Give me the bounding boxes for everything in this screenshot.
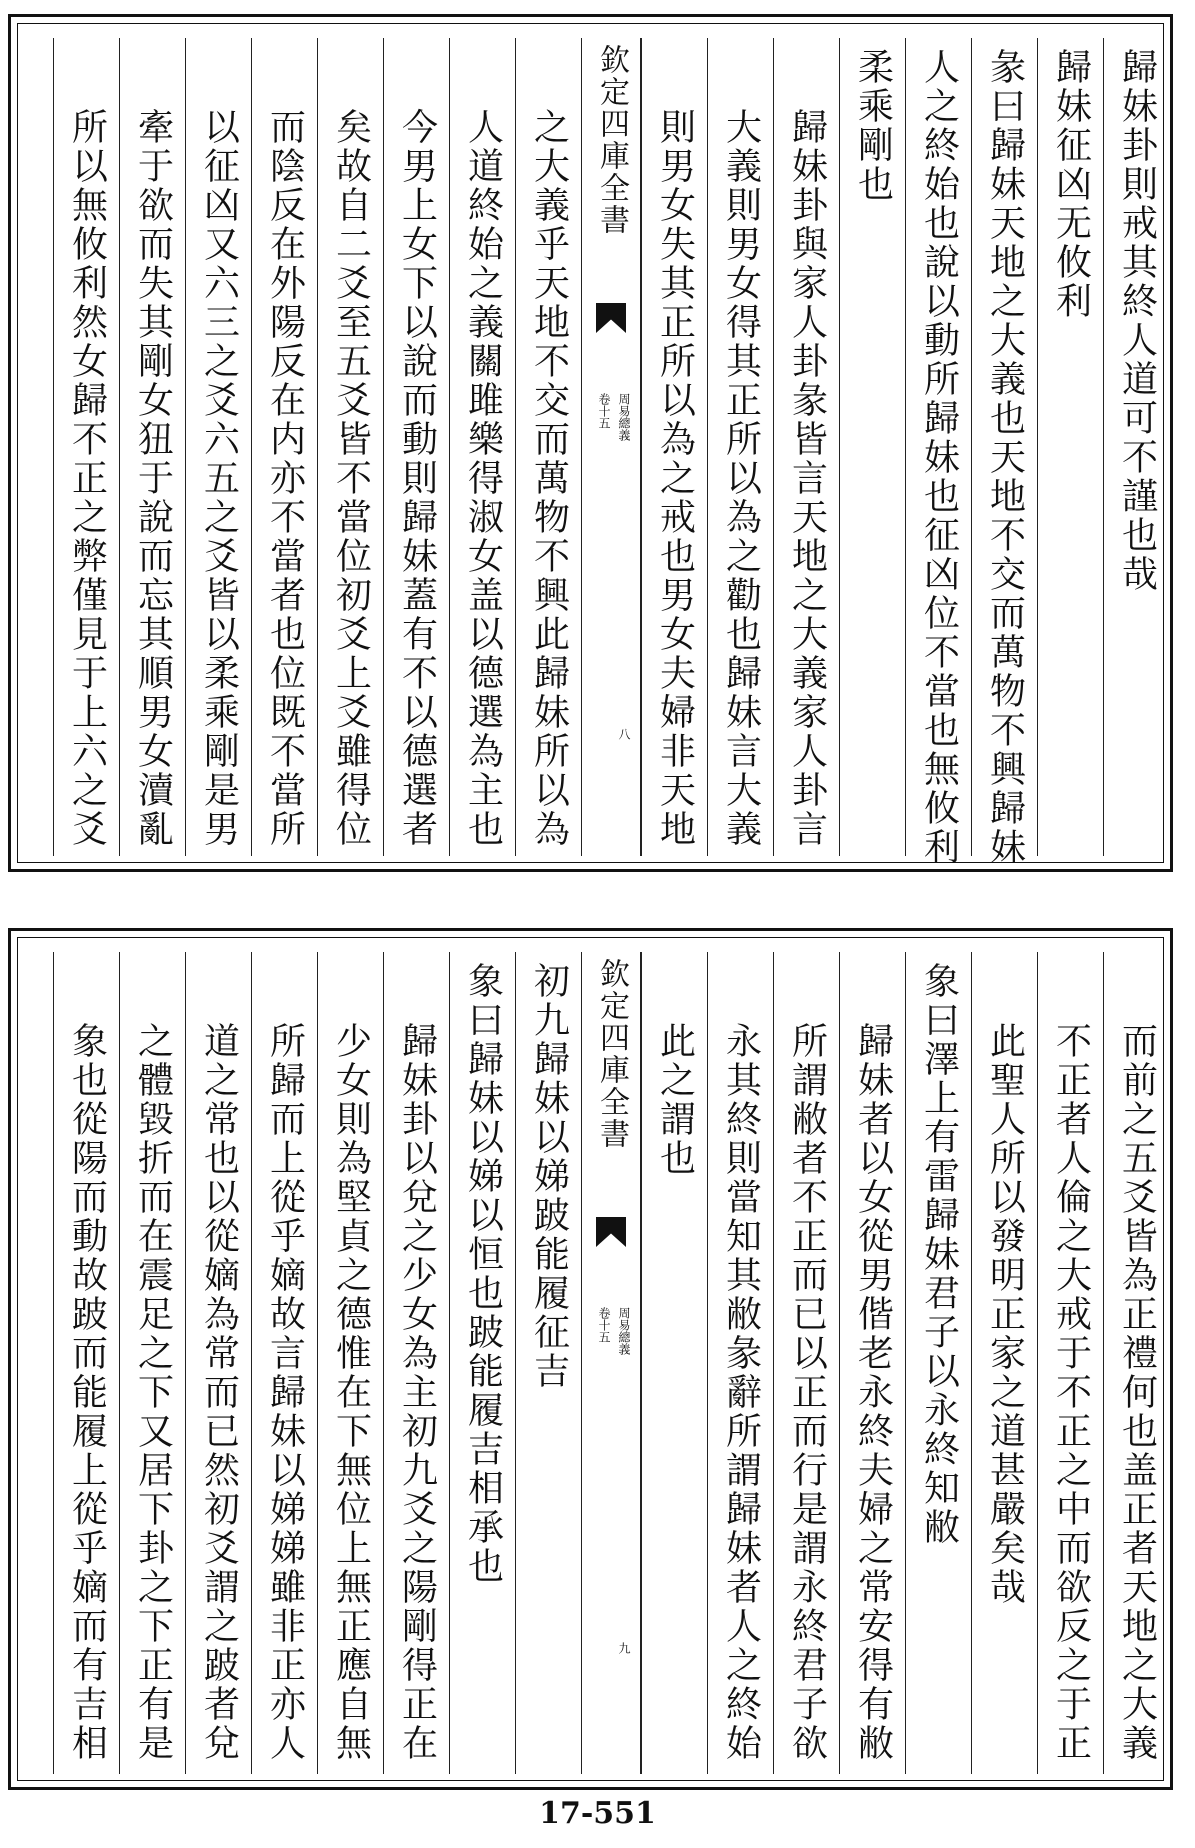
column-text: 歸妹卦以兌之少女為主初九爻之陽剛得正在 xyxy=(396,1022,438,1763)
text-column xyxy=(971,952,1037,1774)
page-number: 17-551 xyxy=(539,1796,656,1831)
text-column xyxy=(53,952,119,1774)
column-text: 象曰澤上有雷歸妹君子以永終知敝 xyxy=(918,962,960,1547)
text-column xyxy=(1103,952,1169,1774)
column-text: 少女則為堅貞之德惟在下無位上無正應自無 xyxy=(330,1022,372,1763)
column-text: 歸妹者以女從男偕老永終夫婦之常安得有敝 xyxy=(852,1022,894,1763)
page-panel-top xyxy=(8,14,1173,872)
column-text: 道之常也以從嫡為常而已然初爻謂之跛者兌 xyxy=(198,1022,240,1763)
text-column xyxy=(185,38,251,856)
juan-label: 卷十五 xyxy=(597,393,611,429)
folio-number: 九 xyxy=(617,1642,631,1654)
column-text: 所歸而上從乎嫡故言歸妹以娣娣雖非正亦人 xyxy=(264,1022,306,1763)
header-title: 欽定四庫全書 xyxy=(594,958,629,1150)
panel-inner-frame xyxy=(17,23,1164,867)
text-column xyxy=(773,38,839,856)
text-column xyxy=(449,952,515,1774)
text-column xyxy=(641,38,707,856)
text-column xyxy=(515,952,581,1774)
column-text: 歸妹卦則戒其終人道可不謹也哉 xyxy=(1116,48,1158,594)
column-text: 而前之五爻皆為正禮何也盖正者天地之大義 xyxy=(1116,1022,1158,1763)
column-text: 牽于欲而失其剛女狃于說而忘其順男女瀆亂 xyxy=(132,108,174,849)
column-text: 今男上女下以說而動則歸妹蓋有不以德選者 xyxy=(396,108,438,849)
column-text: 永其終則當知其敝彖辭所謂歸妹者人之終始 xyxy=(720,1022,762,1763)
text-column xyxy=(185,952,251,1774)
volume-label: 周易總義 xyxy=(617,1307,631,1355)
column-text: 所謂敝者不正而已以正而行是謂永終君子欲 xyxy=(786,1022,828,1763)
column-text: 此之謂也 xyxy=(654,1022,696,1178)
column-text: 人之終始也說以動所歸妹也征凶位不當也無攸利 xyxy=(918,48,960,867)
center-fold-column xyxy=(581,952,641,1774)
text-column xyxy=(1037,38,1103,856)
column-text: 而陰反在外陽反在内亦不當者也位既不當所 xyxy=(264,108,306,849)
text-column xyxy=(707,952,773,1774)
text-column xyxy=(317,952,383,1774)
text-column xyxy=(251,952,317,1774)
column-text: 象也從陽而動故跛而能履上從乎嫡而有吉相 xyxy=(66,1022,108,1763)
column-text: 彖曰歸妹天地之大義也天地不交而萬物不興歸妹 xyxy=(984,48,1026,867)
center-fold-column xyxy=(581,38,641,856)
text-column xyxy=(707,38,773,856)
text-column xyxy=(119,952,185,1774)
column-text: 柔乘剛也 xyxy=(852,48,894,204)
panel-inner-frame xyxy=(17,937,1164,1781)
column-text: 所以無攸利然女歸不正之弊僅見于上六之爻 xyxy=(66,108,108,849)
column-text: 不正者人倫之大戒于不正之中而欲反之于正 xyxy=(1050,1022,1092,1763)
text-column xyxy=(251,38,317,856)
column-text: 人道終始之義關雎樂得淑女盖以德選為主也 xyxy=(462,108,504,849)
text-column xyxy=(839,952,905,1774)
text-column xyxy=(383,38,449,856)
text-column xyxy=(53,38,119,856)
fishtail-mark-icon xyxy=(596,303,626,333)
column-text: 歸妹征凶无攸利 xyxy=(1050,48,1092,321)
text-column xyxy=(839,38,905,856)
column-text: 之大義乎天地不交而萬物不興此歸妹所以為 xyxy=(528,108,570,849)
column-text: 矣故自二爻至五爻皆不當位初爻上爻雖得位 xyxy=(330,108,372,849)
page-panel-bottom xyxy=(8,928,1173,1790)
text-column xyxy=(1103,38,1169,856)
text-column xyxy=(773,952,839,1774)
juan-label: 卷十五 xyxy=(597,1307,611,1343)
text-column xyxy=(383,952,449,1774)
text-column xyxy=(905,38,971,867)
column-text: 象曰歸妹以娣以恒也跛能履吉相承也 xyxy=(462,962,504,1586)
text-column xyxy=(449,38,515,856)
text-column xyxy=(971,38,1037,867)
text-column xyxy=(905,952,971,1774)
text-column xyxy=(641,952,707,1774)
column-text: 大義則男女得其正所以為之勸也歸妹言大義 xyxy=(720,108,762,849)
fishtail-mark-icon xyxy=(596,1217,626,1247)
header-title: 欽定四庫全書 xyxy=(594,44,629,236)
text-column xyxy=(317,38,383,856)
column-text: 歸妹卦與家人卦彖皆言天地之大義家人卦言 xyxy=(786,108,828,849)
column-text: 之體毀折而在震足之下又居下卦之下正有是 xyxy=(132,1022,174,1763)
text-column xyxy=(119,38,185,856)
text-column xyxy=(1037,952,1103,1774)
column-text: 則男女失其正所以為之戒也男女夫婦非天地 xyxy=(654,108,696,849)
text-column xyxy=(515,38,581,856)
column-text: 以征凶又六三之爻六五之爻皆以柔乘剛是男 xyxy=(198,108,240,849)
volume-label: 周易總義 xyxy=(617,393,631,441)
column-text: 初九歸妹以娣跛能履征吉 xyxy=(528,962,570,1391)
folio-number: 八 xyxy=(617,728,631,740)
column-text: 此聖人所以發明正家之道甚嚴矣哉 xyxy=(984,1022,1026,1607)
